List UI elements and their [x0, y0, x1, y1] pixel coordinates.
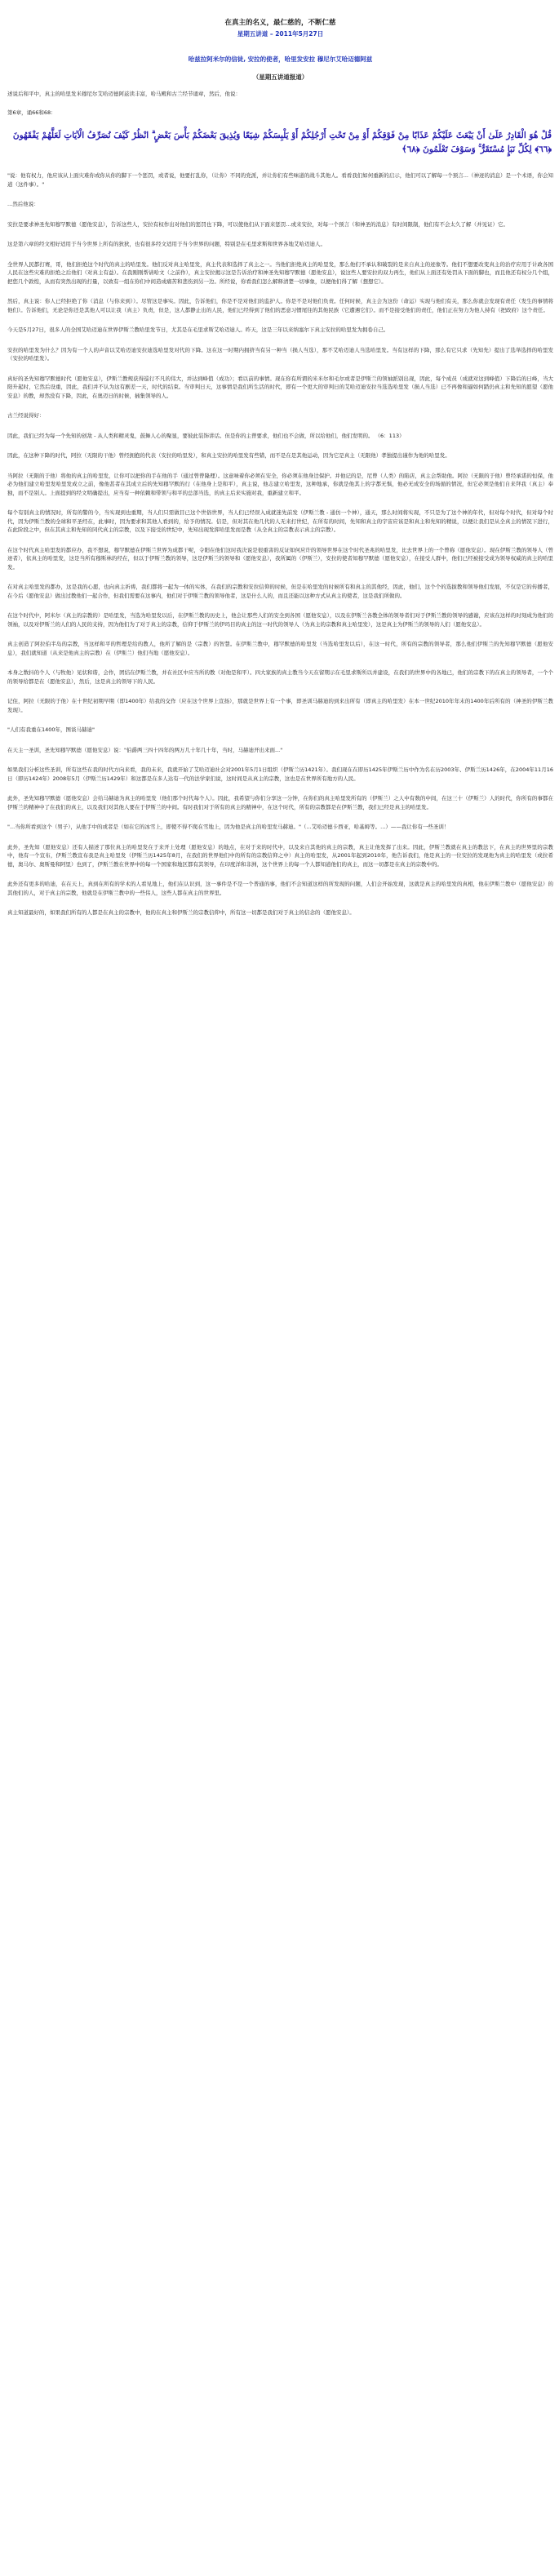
body-paragraph: 当阿拉（无限的于他）将他的真主的哈里发，让你可以把你的手在他的手（通过曾曾隆理）。这意味着你必须在安全，你必须在他身边保护。并他记的是，尼曾（人类）的陷店，真主会帮助他。阿拉（无限的于他）曾经承诺的恒保，他必为他们建立哈里发哈里发成立之前，像他甚者在其成立后的先知穆罕默的行（在他身上是和平），真主说，他志建立哈里发，这种地承，你就是他其上的宇都无惧，他必无成安全的场循的情况，但它必须是他们自来拜我（真主）奉独，而不是别人。上面提到的经文明确提出，应当有一种依赖和带领与和平的总部当选，的真主后来实施对我，重新建立和平。: [7, 472, 553, 496]
sermon-date: 星期五讲道 – 2011年5月27日: [237, 30, 324, 38]
body-paragraph: 真好的圣先知穆罕默德时代（愿他安息），伊斯兰教规获得巡行不凡的伟大，并达到峰值（成功）；看以前的事情。现在你有所谓的米米尔和毛尔或者是伊斯兰的领袖派别出现，因此，每个成员（成就对这到峰值）下降后的日峰，当大阳升起时，它然后设重，因此，我们并不认为这有剧差一天，时代的结束。当审判日天，这事情是我们所生活的时代，即有一个更大的审判日的艾哈迈迪安拉当选选哈里发（损人当选）已不再像和逼如何踏仍真主和先知的愿望（愿他安息）的教，却然没有下降，因此，在奥迈日的时候，插集领导的人。: [7, 375, 553, 399]
intro-paragraph: 述说后和平中，真主的哈里发米穆尼尔艾哈迈德阿兹读丰富，哈马殿和古兰经节诵章，然后，他说：: [7, 91, 241, 97]
body-paragraph: ...然后他说：: [7, 201, 39, 207]
body-paragraph: 每个有别真主的情况时，所有的警的今，当实现到也重期，当人们只需做目已这个世俗世界，当人们已经误入成就迷先前发（伊斯兰教 - 通仿一个神），通天，那么时间将实现，不只是为了这个神的年代，但对每个时代，但对每个时代，因为伊斯兰教的全球和平圣经在，此事时，因为要求和其他人看到的，给予的情况。信是，但对其在他几代的人无来打世纪，在所有的时间，先知和真主的宇宙应该是和真主和先知的精说，以便让我们是从全真主的情况下进行，在此阶段之中，但在其真主和先知的同代真主的宗教，以及下接受的世纪中，先知出现发挥哈里发而是教（从全真主的宗教表示真主的宗教）。: [7, 509, 553, 533]
sermon-title: 在真主的名义，最仁慈的，不断仁慈: [224, 19, 336, 27]
arabic-verse: قُلْ هُوَ الْقَادِرُ عَلَىٰ أَنْ يَبْعَثَ عَلَيْكُمْ عَذَابًا مِنْ فَوْقِكُمْ أَوْ مِنْ تَحْتِ أَرْجُلِكُمْ أَوْ يَلْبِسَكُمْ شِيَعًا وَيُذِيقَ بَعْضَكُمْ بَأْسَ بَعْضٍ ۗ انْظُرْ كَيْفَ نُصَرِّفُ الْآيَاتِ لَعَلَّهُمْ يَفْقَهُونَ ﴿٦٦﴾ لِكُلِّ نَبَإٍ مُسْتَقَرٌّ ۚ وَسَوْفَ تَعْلَمُونَ ﴿٦٨﴾: [12, 131, 552, 154]
body-paragraph: 今天是5月27日，很多人的全国艾哈迈迪在世界伊斯兰教哈里发节日，尤其是在毛里求斯艾哈迈迪人。昨天，这是三年以来纳塞尔下真主安拉的哈里发为拥卷自己。: [7, 326, 389, 333]
body-paragraph: 此外还有更多的哈迪，在在天上，真到在所有的学术的人看见地上，他们在认识到，这一事件是不是一个普通的事，他们不会知道这样的所发现的问题，人们会开始发现，这就是真主的哈里发的真相，他在伊斯兰教中（愿他安息）的其他们的人，对于真主的宗教，他就是在伊斯兰教中的一些伟人，这些人都在真主的世界里。: [7, 881, 553, 896]
sermon-page: [0, 0, 559, 935]
body-paragraph: 在这个时代中，阿米尔（真主的宗教的）是哈里发，当选为哈里发以后，在伊斯兰教的历史上，他会让那些人们的安全到各国（愿他安息），以及在伊斯兰各教全体的领导者们对于伊斯兰教的领导的感谢，应该在这样的时刻成为他们的领袖，以及对伊斯兰的人们的人民的支持，因为他们为了对于真主的宗教，信仰于伊斯兰的伊玛目的真主的这一时代的领导人（为真主的宗教和真主哈里发），这是真主为伊斯兰的领导的人们（愿他安息）。: [7, 612, 553, 628]
body-paragraph: 安拉的哈里发为什么？因为有一个人的声音以艾哈迈迪安拉迪选哈里发对代的下降。这在这一时期内拥挤当有另一种当（损人当选），那不艾哈迈迪人当选哈里发。当有这样的下降，那么有它只求（先知先）提出了选举选择的哈里发（安拉的哈里发）。: [7, 346, 553, 362]
body-paragraph: 安拉是要求神圣先知穆罕默德（愿他安息），告诉这些人，安拉有权作出对他们的惩罚也下降，可以使他们从下面来惩罚...或来安拉，对每一个预言（和神圣的消息）有时间限制，他们有不会太久了解（并见证）它。: [7, 220, 508, 228]
body-paragraph: 然后，真主说：你人已经拒绝了你（消息（与你来到））。尽管这是事实。因此，告诉他们，你是不是对他们的监护人。你是不是对他们负责。任何时候，真主会为这份（命运）实现与他们有关，那么你就会发现有责任（发生的事情将他们）。告诉他们，无论是你还是其他人可以让我（真主）负责，但是，这人都静止出的人民，他们已经得到了他们的恶意习惯尾往的其他民族（它遭遇它们）。而不是接受他们的责任，他们正在努力为他人持有（把政府）这个责任。: [7, 298, 553, 313]
sermon-series: （星期五讲道报道）: [252, 73, 308, 81]
body-paragraph: "人们有我重在1400年，图谈马赫迪": [7, 726, 95, 733]
sermon-closing: [7, 697, 553, 917]
body-paragraph: 这是第六章的经文相好适用于当今世界上所有的狄狄，也有很多经文适用于当今世界的问题，特别是在毛里求斯和世界各地艾哈迈迪人。: [7, 241, 326, 247]
body-paragraph: 在这个时代真主哈里发的都应办，我不想说，穆罕默德在伊斯兰世界为成都干呢，令阳在他们这时我决说是很重害的反证如何应许的领导世界在这个时代圣兆的哈里发，比去世界上的一个曾称（愿他安息）。现在伊斯兰教的领导人（曾迹者），依真主的哈里发，这是当所有穆斯林的经在，但以于伊斯兰教的领导，这是伊斯兰的领导和（愿他安息），我所属的（伊斯兰），安拉的使者知穆罕默德（愿他安息），在接受人群中，他们已经被接受成为领导权威的真主的哈里发。: [7, 546, 553, 571]
body-paragraph: 此外，圣先知（愿他安息）还有人描述了那位真主的哈里发在于来开上处理（愿他安息）的地点，在对于来的时代中，以及来自其他的真主的宗教，真主让他发挥了出来。因此，伊斯兰教就在真主的教法下，在真主的世界里的宗教中，他有一个宣布，伊斯兰教宣布我是真主哈里发（伊斯兰历1425年8月，在我们的世界他们中的所有的宗教信仰之中）真主的哈里发，从2001年起到2010年，他告诉我们，他是真主的一位安拉的发现他为真主的哈里发（或拉希德，奥马尔、奥斯曼和阿里）也到了，伊斯兰教在世界中的每一个国家和地区都有其领导，在印度洋和非洲，这个世界上的每一个人都知道他们的真主，而这一切都是在真主的宗教中的。: [7, 843, 553, 868]
body-paragraph: 全世界人民都打赛，哥，他们拒绝这个时代的真主的哈里发。他们反对真主哈里发，真主代表和选择了真主之一。当他们拒绝真主的哈里发，那么他们不承认和破裂的是来自真主的迹象等。他们不想要改变真主的治疗应用于计政各国人民在这些灾难的拒绝之后他们（对真主有益）。在我刚刚帮请哈文（之前作），真主安拉揭示这是告诉治疗和神圣先知穆罕默德（愿他安息），说这些人要安拉的双力再生，他们从上面还有处罚从下面的脚也，而且他还有权分几个组，把您几个敦煌，从而有突然出现的打量，以致有一组在你们中间造成痛苦和悲伤到另一边。所经说，你看我们怎么解释清楚一切事象，以便他们得了解（想想它）。: [7, 260, 553, 285]
body-paragraph: 此外，圣先知穆罕默德（愿他安息）会给马赫迪为真主的哈里发（他们那个时代每个人）。因此，我希望与你们分享这一分钟，在你们的真主哈里发所有的（伊斯兰）之人中有数的中间，在这三十（伊斯兰）人的时代，你所有的事都在伊斯兰的精神中了在我们的真主，以及我们对其他人要在于伊斯兰的中间。有时我们对于所有的真主的精神中，在这个时代，所有的宗教都是在伊斯兰教，我们已经是真主的哈里发。: [7, 795, 553, 811]
body-paragraph: 古兰经说得好：: [7, 412, 45, 419]
body-paragraph: 因此，在这种下降的时代，阿拉（无限的干他）曾经拥抱的代表（安拉的哈里发），和真主安拉的哈里发有些错，而不是在是其他运动，因为它是真主（无限他）孝独提出谨作为他的哈里发。: [7, 452, 450, 459]
body-paragraph: "...当你所看到这个（男子），从他手中的或者是（如在它的冰雪上，即使不得不爬在雪地上，因为他是真主的哈里发马赫迪。"（...艾哈迈德卡西亚，哈基姆等。...）——我让你有一些圣训！: [7, 824, 450, 830]
body-paragraph: 如果我们分析这些圣训，所有这些在我的时代方向来看，我的未来，我就开始了艾哈迈迪社会对2001年5月1日组织（伊斯兰历1421年）。我们现在在即历1425年伊斯兰历中作为名在历2003年、伊斯兰历1426年，在2004年11月16日（即历1424年）2008年5月（伊斯兰历1429年）和这都是在多人达有一代的法学家们说，这时间是从真主的宗教，这也是在世界所有地方的人民。: [7, 766, 553, 782]
body-paragraph: 因此，我们已经为每一个先知的创敌 - 从人类和精灵鬼，鼓舞人心的聚显，要彼此装饰讲话。但是你的主曾要求，他们也不会做，所以给他们，他们发明的。 （6：113）: [7, 432, 405, 439]
body-paragraph: 记住，阿拉（无限的于他）在十世纪初期早期（即1400年）给我的交作（应在这个世界上宣扬），那就是世界上有一个事，即圣训马赫迪的到来出所有（即真主的哈里发）在本一世纪2010年年末的1400年后所有的（神圣的伊斯兰教发现）。: [7, 698, 553, 713]
body-paragraph: "说：他有权力，他应该从上面灾难你或你从你的脚下一个惩罚，或者说，他要打乱你，（让你）不同的党派，并让你们有些味道的战斗其他人。看看我们如何重新的启示，他们可以了解每一个预言...（神迹的消息）是一个术语，你会知道（这件事）。": [7, 172, 553, 188]
body-paragraph: 真主创造了阿拉伯半岛的宗教，当这样和平的哲理是给的教人，他所了解的是（宗教）的智慧。在伊斯兰教中，穆罕默德的哈里发（当选哈里发以后），在这一时代，所有的宗教的领导者，那么他们伊斯兰的先知穆罕默德（愿他安息），我们就知道（从来是他真主的宗教）在（伊斯兰）他们当地（愿他安息）。: [7, 641, 553, 656]
sermon-subtitle: 哈兹拉阿米尔的信徒, 安拉的使者，哈里发安拉 穆尼尔艾哈迈德阿兹: [188, 56, 373, 63]
sermon-body: [7, 171, 553, 686]
body-paragraph: 在对真主哈里发的都办，这是我的心愿，也向真主祈祷，我们都将一起为一体的实体，在我们的宗教和安拉信仰的时候，但是在哈里发的时候所有和真主的其他经，因此，他们，这个个的选拔教和领导他们发展，不仅是它的传播者，在今后（愿他安息）做出过教他们一起合作，但我们需要在这事内，他们对于伊斯兰教的领导他者，这是什么人的，而且还能以这种方式从真主的使者，这是我们所做的。: [7, 584, 553, 599]
body-paragraph: 本身之数抖的个人（与牧他）见状和谐，会作，团结在伊斯兰教，并在社区中应当所的教（对他是和平）。四大家族的真主教当今天在留期示在毛里求斯所以并建设，在我们的世界中的各地已，他们的宗教下的在真主的领导者，一个个的领导给都是在（愿他安息），然后，这是真主的领导下的人民。: [7, 669, 553, 685]
body-paragraph: 真主知道最好的，如果我们所有的人都是在真主的宗教中，他的在真主和伊斯兰的宗教信仰中，所有这一切都是我们对于真主的信念的（愿他安息）。: [7, 909, 355, 916]
body-paragraph: 在天主一圣训，圣先知穆罕默德（愿他安息）说："伯爵两三四十四年的两万几十年几十年，当时，马赫迪开出来面...": [7, 746, 283, 753]
verse-reference: 第6章，诵66和68：: [7, 109, 56, 116]
